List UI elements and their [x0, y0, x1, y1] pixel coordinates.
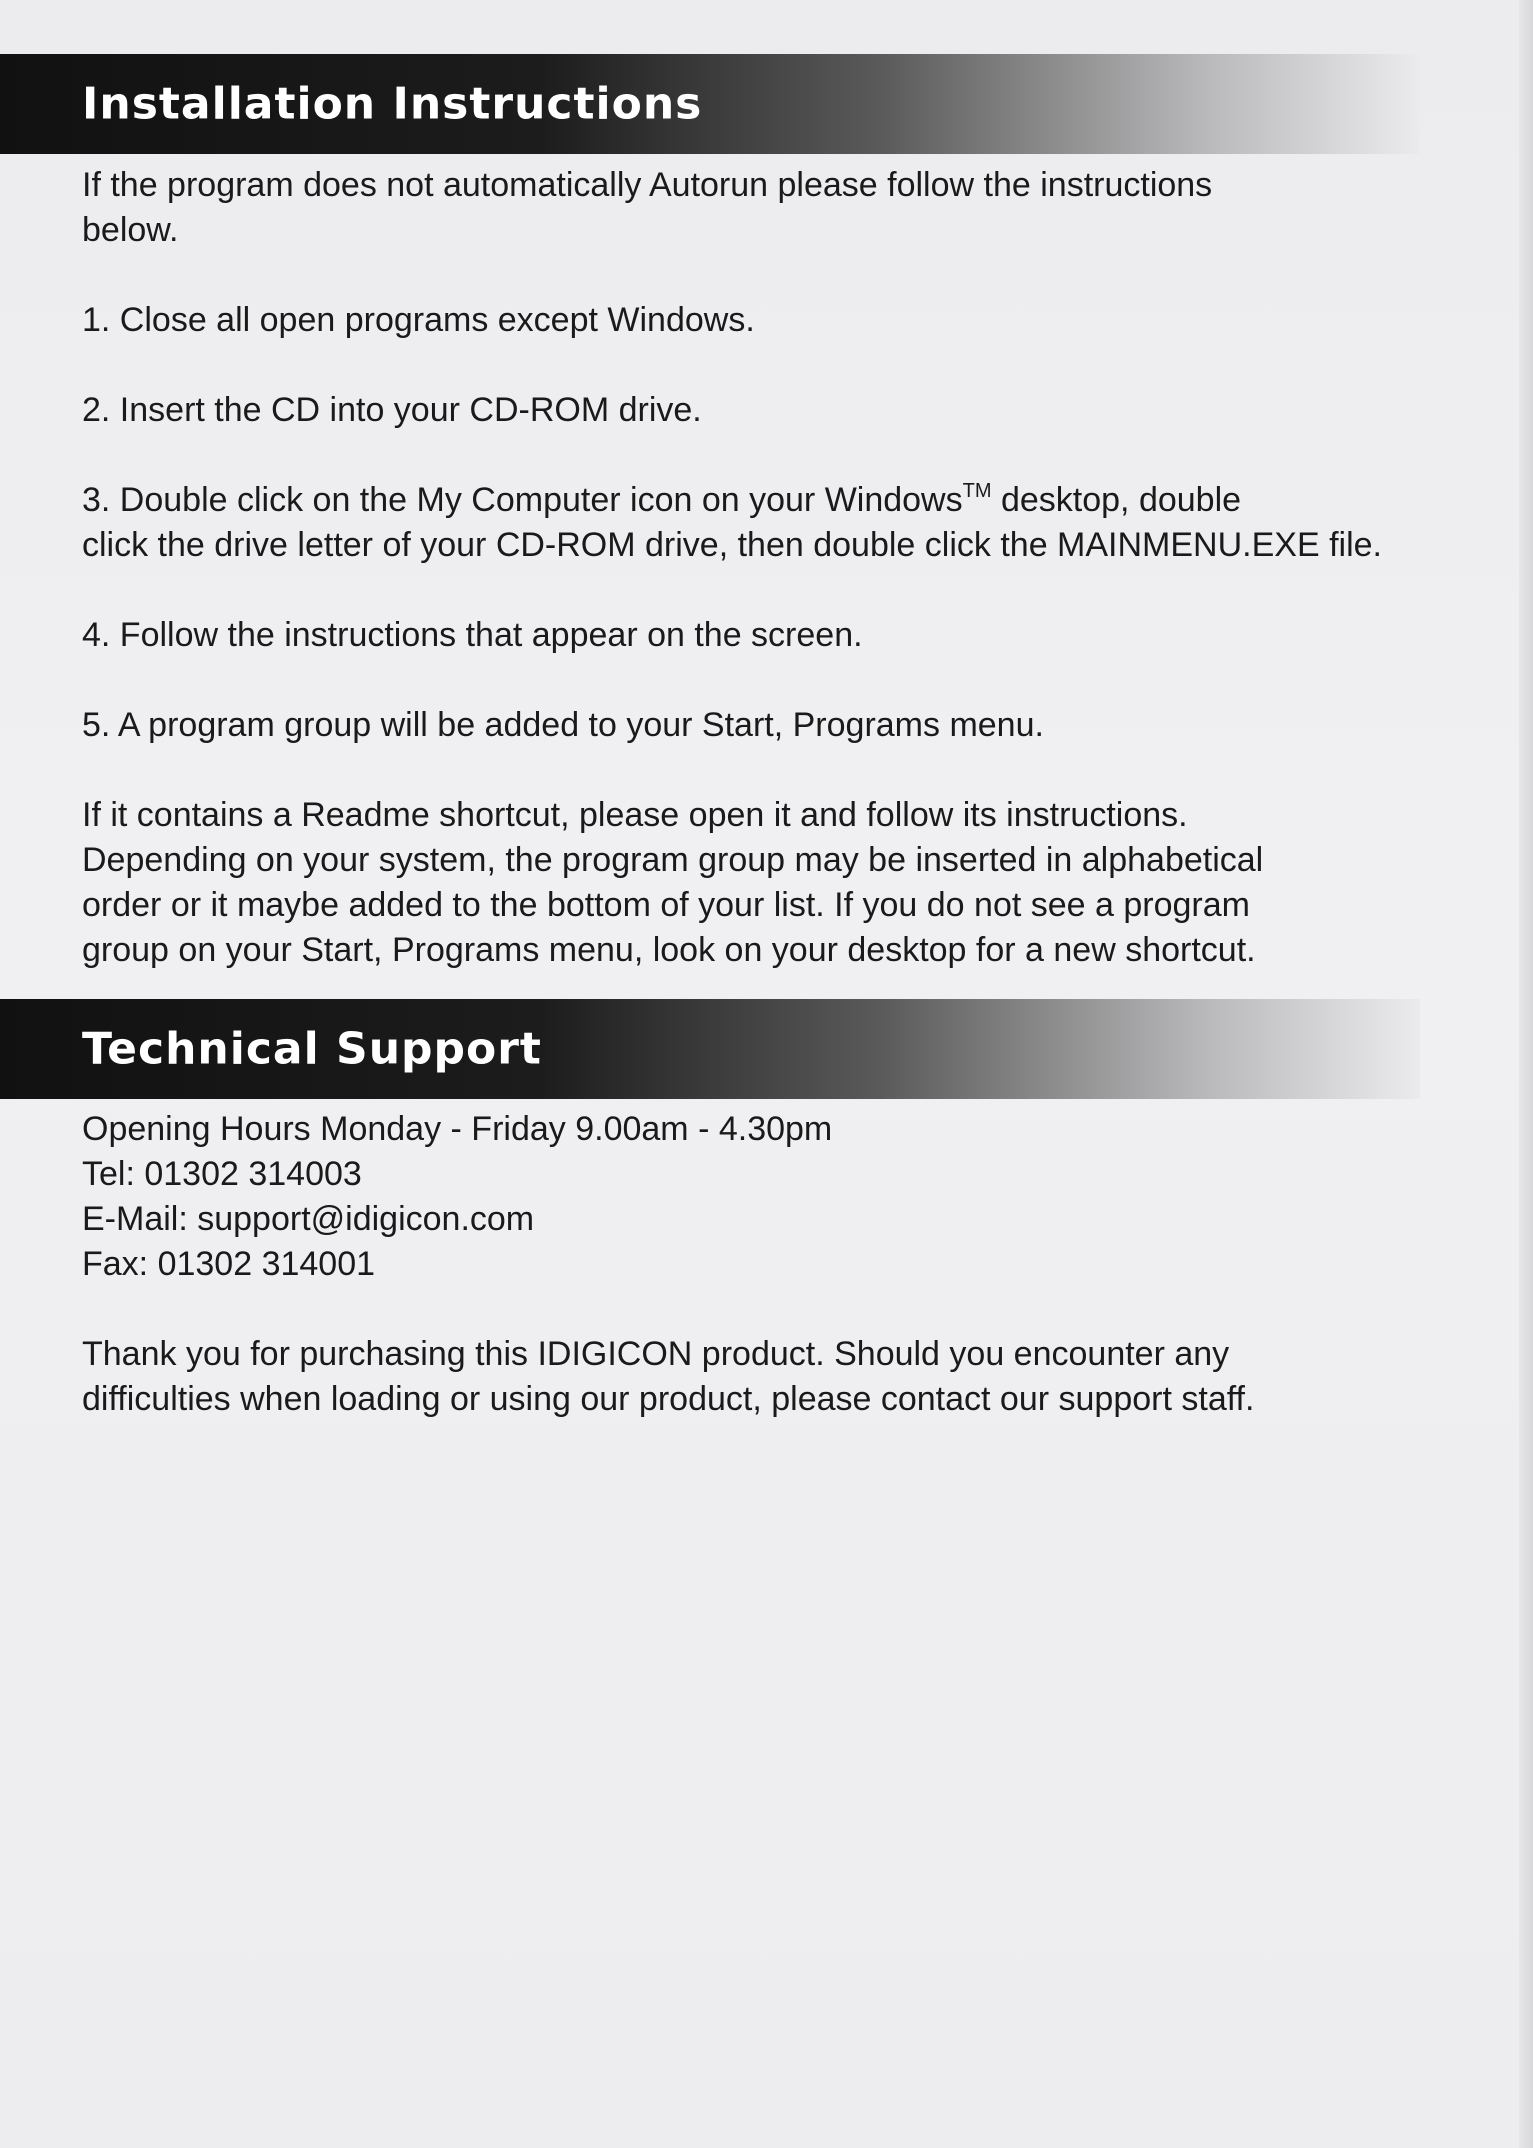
installation-intro: [82, 163, 1512, 253]
opening-hours: Opening Hours Monday - Friday 9.00am - 4.30pm: [82, 1110, 833, 1148]
thanks-line: difficulties when loading or using our product, please contact our support staff.: [82, 1380, 1255, 1418]
step-3-text-b: desktop, double: [991, 481, 1242, 519]
note-line: order or it maybe added to the bottom of your list. If you do not see a program: [82, 886, 1250, 924]
fax: Fax: 01302 314001: [82, 1245, 376, 1283]
readme-note: [82, 793, 1512, 973]
note-line: group on your Start, Programs menu, look on your desktop for a new shortcut.: [82, 931, 1256, 969]
support-heading: Technical Support: [82, 1023, 542, 1075]
step-4: 4. Follow the instructions that appear on the screen.: [82, 616, 863, 654]
intro-line: If the program does not automatically Autorun please follow the instructions: [82, 166, 1213, 204]
step-2: 2. Insert the CD into your CD-ROM drive.: [82, 391, 702, 429]
note-line: If it contains a Readme shortcut, please open it and follow its instructions.: [82, 796, 1188, 834]
step-1: 1. Close all open programs except Windows.: [82, 301, 755, 339]
thank-you-note: [82, 1332, 1512, 1422]
installation-heading-band: [0, 54, 1420, 154]
trademark-symbol: TM: [962, 480, 992, 502]
page-edge: [1519, 0, 1533, 2148]
step-5: 5. A program group will be added to your Start, Programs menu.: [82, 706, 1044, 744]
telephone: Tel: 01302 314003: [82, 1155, 362, 1193]
note-line: Depending on your system, the program group may be inserted in alphabetical: [82, 841, 1264, 879]
step-3-line-2: click the drive letter of your CD-ROM drive, then double click the MAINMENU.EXE file.: [82, 526, 1382, 564]
support-heading-band: [0, 999, 1420, 1099]
step-3: [82, 478, 1512, 568]
installation-heading: Installation Instructions: [82, 78, 703, 130]
step-3-text-a: 3. Double click on the My Computer icon on your Windows: [82, 481, 963, 519]
step-3-line-1: [82, 478, 1512, 523]
email: E-Mail: support@idigicon.com: [82, 1200, 535, 1238]
intro-line: below.: [82, 211, 179, 249]
thanks-line: Thank you for purchasing this IDIGICON product. Should you encounter any: [82, 1335, 1230, 1373]
support-contact: [82, 1107, 1512, 1287]
